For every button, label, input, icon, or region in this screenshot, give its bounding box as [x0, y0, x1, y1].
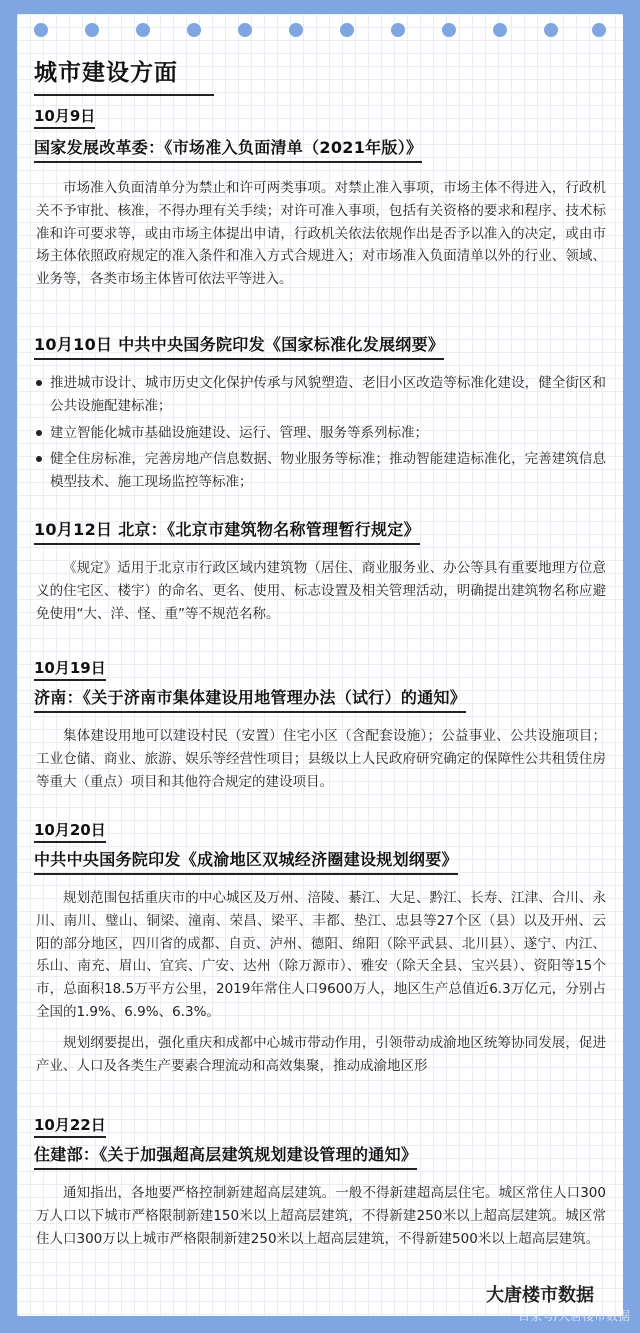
notebook-card — [17, 14, 623, 1316]
binder-hole — [493, 23, 507, 37]
signature: 大唐楼市数据 — [486, 1285, 594, 1306]
item-heading: 济南：《关于济南市集体建设用地管理办法（试行）的通知》 — [34, 687, 466, 713]
item-paragraph: 集体建设用地可以建设村民（安置）住宅小区（含配套设施）；公益事业、公共设施项目；工业仓储、商业、旅游、娱乐等经营性项目；县级以上人民政府研究确定的保障性公共租赁住房等重大（重点）项目和其他符合规定的建设项目。 — [36, 728, 606, 790]
binder-hole — [289, 23, 303, 37]
title-underline — [34, 94, 214, 96]
binder-hole — [187, 23, 201, 37]
binder-holes-row — [17, 23, 623, 39]
item-paragraph: 市场准入负面清单分为禁止和许可两类事项。对禁止准入事项，市场主体不得进入，行政机关不予审批、核准，不得办理有关手续；对许可准入事项，包括有关资格的要求和程序、技术标准和许可要求等，或由市场主体提出申请，行政机关依法依规作出是否予以准入的决定，或由市场主体依照政府规定的准入条件和准入方式合规进入；对市场准入负面清单以外的行业、领域、业务等，各类市场主体皆可依法平等进入。 — [36, 180, 606, 288]
item-heading: 中共中央国务院印发《成渝地区双城经济圈建设规划纲要》 — [34, 849, 458, 875]
binder-hole — [238, 23, 252, 37]
watermark: 百家号/大唐楼市数据 — [517, 1309, 630, 1323]
list-item: 推进城市设计、城市历史文化保护传承与风貌塑造、老旧小区改造等标准化建设，健全街区和公共设施配建标准； — [34, 372, 606, 418]
news-item — [34, 334, 606, 498]
binder-hole — [544, 23, 558, 37]
item-heading: 10月10日 中共中央国务院印发《国家标准化发展纲要》 — [34, 334, 444, 360]
item-date: 10月22日 — [34, 1116, 106, 1138]
list-item: 健全住房标准，完善房地产信息数据、物业服务等标准；推动智能建造标准化，完善建筑信息模型技术、施工现场监控等标准； — [34, 448, 606, 494]
binder-hole — [442, 23, 456, 37]
news-item — [34, 820, 606, 1077]
item-paragraph: 《规定》适用于北京市行政区域内建筑物（居住、商业服务业、办公等具有重要地理方位意义的住宅区、楼宇）的命名、更名、使用、标志设置及相关管理活动，明确提出建筑物名称应避免使用“大、洋、怪、重”等不规范名称。 — [36, 560, 606, 622]
news-item — [34, 1115, 606, 1250]
item-heading: 国家发展改革委：《市场准入负面清单（2021年版）》 — [34, 137, 422, 163]
item-paragraph: 规划范围包括重庆市的中心城区及万州、涪陵、綦江、大足、黔江、长寿、江津、合川、永川、南川、璧山、铜梁、潼南、荣昌、梁平、丰都、垫江、忠县等27个区（县）以及开州、云阳的部分地区，四川省的成都、自贡、泸州、德阳、绵阳（除平武县、北川县）、遂宁、内江、乐山、南充、眉山、宜宾、广安、达州（除万源市）、雅安（除天全县、宝兴县）、资阳等15个市，总面积18.5万平方公里，2019年常住人口9600万人，地区生产总值近6.3万亿元，分别占全国的1.9%、6.9%、6.3%。 — [36, 890, 606, 1020]
item-heading: 住建部：《关于加强超高层建筑规划建设管理的通知》 — [34, 1144, 417, 1170]
list-item: 建立智能化城市基础设施建设、运行、管理、服务等系列标准； — [34, 422, 606, 445]
section-title: 城市建设方面 — [34, 60, 178, 86]
binder-hole — [391, 23, 405, 37]
item-paragraph: 通知指出，各地要严格控制新建超高层建筑。一般不得新建超高层住宅。城区常住人口300万人口以下城市严格限制新建150米以上超高层建筑，不得新建250米以上超高层建筑。城区常住人口300万以上城市严格限制新建250米以上超高层建筑，不得新建500米以上超高层建筑。 — [36, 1185, 606, 1247]
item-paragraph: 规划纲要提出，强化重庆和成都中心城市带动作用，引领带动成渝地区统筹协同发展，促进产业、人口及各类生产要素合理流动和高效集聚，推动成渝地区形 — [36, 1034, 606, 1074]
item-date: 10月20日 — [34, 821, 106, 843]
bullet-list — [34, 372, 606, 494]
item-date: 10月19日 — [34, 659, 106, 681]
item-date: 10月9日 — [34, 107, 95, 129]
binder-hole — [34, 23, 48, 37]
binder-hole — [85, 23, 99, 37]
binder-hole — [136, 23, 150, 37]
news-item — [34, 519, 606, 625]
binder-hole — [592, 23, 606, 37]
news-item — [34, 658, 606, 793]
item-heading: 10月12日 北京：《北京市建筑物名称管理暂行规定》 — [34, 519, 420, 545]
binder-hole — [340, 23, 354, 37]
news-item — [34, 106, 606, 291]
